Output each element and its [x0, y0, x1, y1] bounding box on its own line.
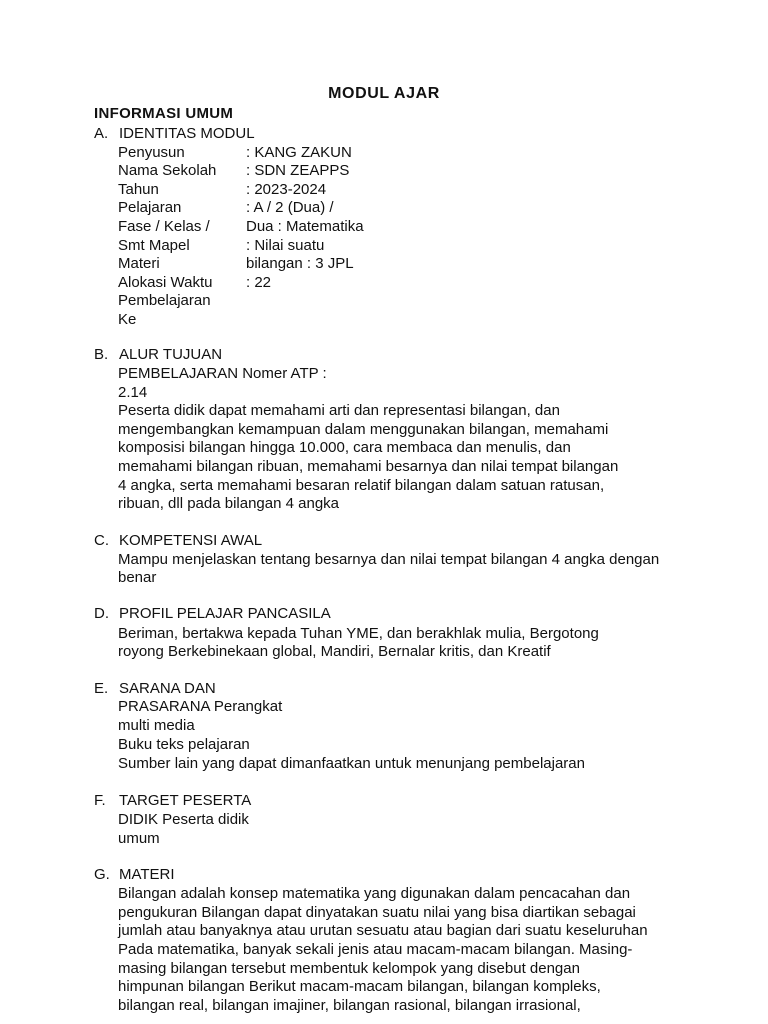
text-line: 2.14 [118, 384, 148, 401]
text-line: Sumber lain yang dapat dimanfaatkan untuk menunjang pembelajaran [118, 755, 585, 772]
field-label: Pelajaran [118, 199, 182, 216]
section-c-letter: C. [94, 532, 109, 549]
text-line: Buku teks pelajaran [118, 736, 250, 753]
text-line: Peserta didik dapat memahami arti dan representasi bilangan, dan [118, 402, 560, 419]
info-heading: INFORMASI UMUM [94, 105, 234, 122]
field-label: Pembelajaran [118, 292, 211, 309]
field-label: Tahun [118, 181, 159, 198]
text-line: Mampu menjelaskan tentang besarnya dan nilai tempat bilangan 4 angka dengan [118, 551, 660, 568]
text-line: masing bilangan tersebut membentuk kelompok yang disebut dengan [118, 960, 580, 977]
section-e-title: SARANA DAN [119, 680, 216, 697]
text-line: umum [118, 830, 160, 847]
section-b-title: ALUR TUJUAN [119, 346, 223, 363]
text-line: PEMBELAJARAN Nomer ATP : [118, 365, 327, 382]
section-f-title: TARGET PESERTA [119, 792, 252, 809]
text-line: DIDIK Peserta didik [118, 811, 249, 828]
field-value: : KANG ZAKUN [246, 144, 352, 161]
text-line: benar [118, 569, 157, 586]
section-d-title: PROFIL PELAJAR PANCASILA [119, 605, 331, 622]
section-d-letter: D. [94, 605, 109, 622]
field-value: bilangan : 3 JPL [246, 255, 354, 272]
field-value: : A / 2 (Dua) / [246, 199, 334, 216]
text-line: bilangan real, bilangan imajiner, bilangan rasional, bilangan irrasional, [118, 997, 581, 1014]
text-line: Beriman, bertakwa kepada Tuhan YME, dan berakhlak mulia, Bergotong [118, 625, 599, 642]
text-line: royong Berkebinekaan global, Mandiri, Bernalar kritis, dan Kreatif [118, 643, 551, 660]
text-line: multi media [118, 717, 195, 734]
field-value: : Nilai suatu [246, 237, 325, 254]
text-line: mengembangkan kemampuan dalam menggunakan bilangan, memahami [118, 421, 609, 438]
section-c-title: KOMPETENSI AWAL [119, 532, 263, 549]
section-a-title: IDENTITAS MODUL [119, 125, 255, 142]
text-line: Bilangan adalah konsep matematika yang digunakan dalam pencacahan dan [118, 885, 631, 902]
section-f-letter: F. [94, 792, 106, 809]
text-line: PRASARANA Perangkat [118, 698, 283, 715]
text-line: jumlah atau banyaknya atau urutan sesuatu atau bagian dari suatu keseluruhan [118, 922, 648, 939]
section-g-letter: G. [94, 866, 110, 883]
field-label: Fase / Kelas / [118, 218, 210, 235]
field-label: Alokasi Waktu [118, 274, 213, 291]
field-label: Smt Mapel [118, 237, 190, 254]
text-line: komposisi bilangan hingga 10.000, cara membaca dan menulis, dan [118, 439, 571, 456]
field-value: Dua : Matematika [246, 218, 364, 235]
text-line: 4 angka, serta memahami besaran relatif bilangan dalam satuan ratusan, [118, 477, 605, 494]
document-title: MODUL AJAR [328, 85, 440, 102]
text-line: ribuan, dll pada bilangan 4 angka [118, 495, 340, 512]
section-b-letter: B. [94, 346, 109, 363]
text-line: Pada matematika, banyak sekali jenis atau macam-macam bilangan. Masing- [118, 941, 633, 958]
field-label: Ke [118, 311, 137, 328]
field-value: : SDN ZEAPPS [246, 162, 350, 179]
field-value: : 22 [246, 274, 272, 291]
section-e-letter: E. [94, 680, 109, 697]
section-a-letter: A. [94, 125, 109, 142]
text-line: himpunan bilangan Berikut macam-macam bilangan, bilangan kompleks, [118, 978, 601, 995]
text-line: pengukuran Bilangan dapat dinyatakan suatu nilai yang bisa diartikan sebagai [118, 904, 636, 921]
field-label: Materi [118, 255, 160, 272]
section-g-title: MATERI [119, 866, 175, 883]
text-line: memahami bilangan ribuan, memahami besarnya dan nilai tempat bilangan [118, 458, 619, 475]
field-value: : 2023-2024 [246, 181, 327, 198]
field-label: Nama Sekolah [118, 162, 217, 179]
field-label: Penyusun [118, 144, 185, 161]
